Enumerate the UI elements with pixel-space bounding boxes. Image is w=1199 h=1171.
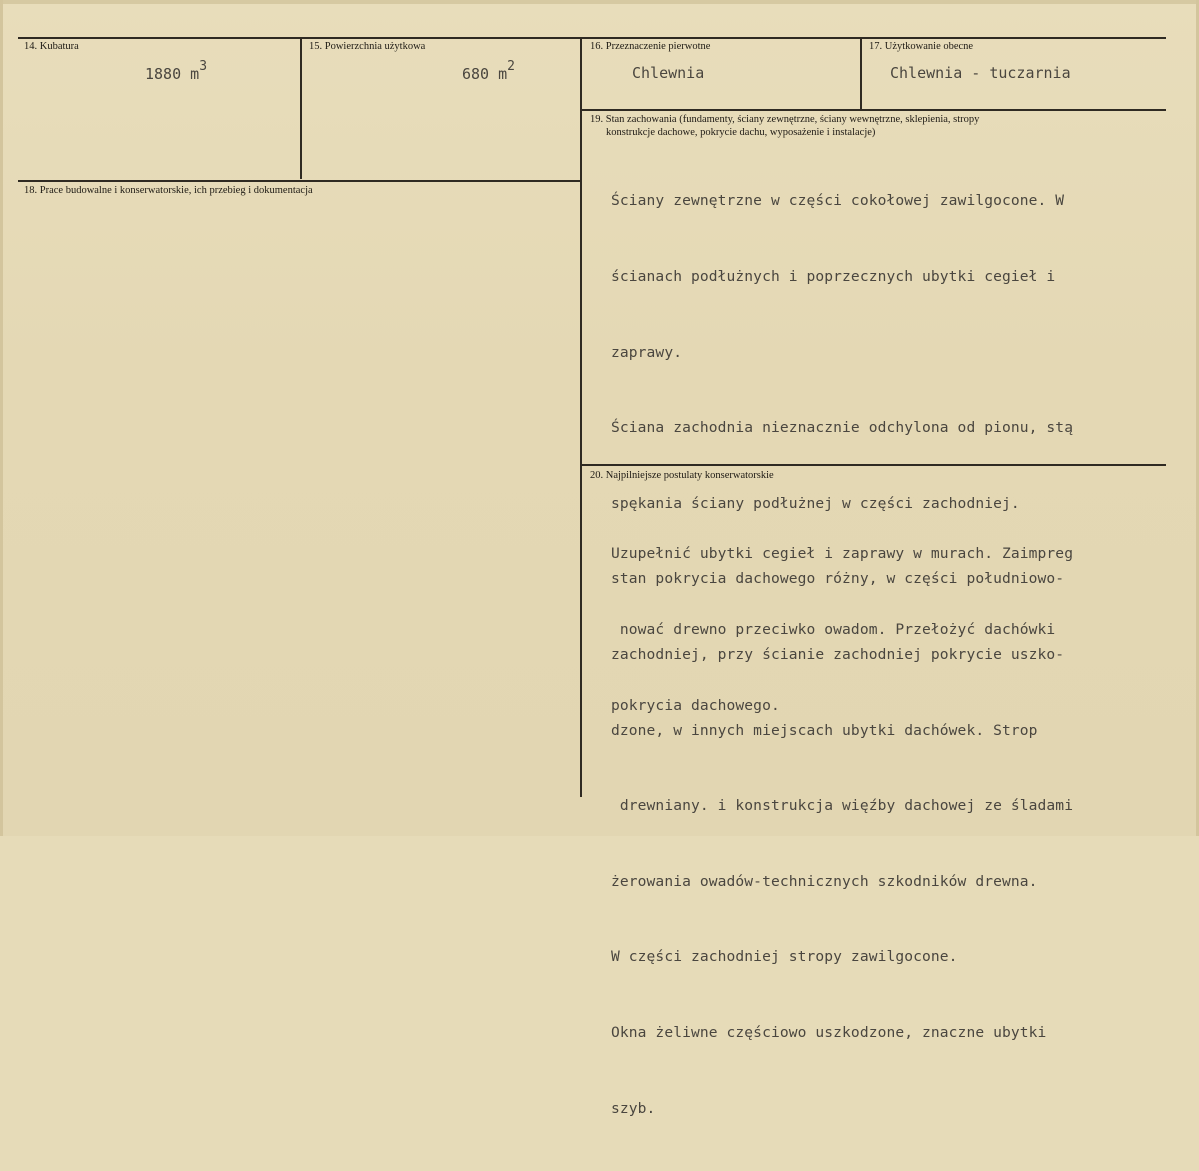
condition-line: szyb. (611, 1099, 656, 1117)
condition-line: Ściana zachodnia nieznacznie odchylona od pionu, stą (611, 419, 1074, 437)
card-top-edge (0, 0, 1199, 4)
postulate-line: nować drewno przeciwko owadom. Przełożyć dachówki (611, 621, 1056, 638)
field-17-label: 17. Użytkowanie obecne (869, 41, 974, 52)
field-14-unit-exponent: 3 (199, 59, 208, 74)
field-14-value (145, 59, 208, 83)
postulate-line: Uzupełnić ubytki cegieł i zaprawy w murach. Zaimpreg (611, 545, 1074, 563)
rule-under-16-17 (581, 109, 1166, 111)
field-15-label: 15. Powierzchnia użytkowa (309, 41, 426, 52)
field-17-value: Chlewnia - tuczarnia (890, 64, 1071, 82)
condition-line: dzone, w innych miejscach ubytki dachówek. Strop (611, 721, 1038, 739)
rule-under-14-15 (18, 180, 581, 182)
field-14-label: 14. Kubatura (24, 41, 79, 52)
field-18-label: 18. Prace budowalne i konserwatorskie, ich przebieg i dokumentacja (24, 185, 313, 196)
condition-line: Okna żeliwne częściowo uszkodzone, znaczne ubytki (611, 1023, 1047, 1041)
field-15-number: 680 m (462, 65, 508, 83)
divider-14-15 (300, 37, 302, 179)
center-divider (580, 37, 582, 797)
condition-line: drewniany. i konstrukcja więźby dachowej ze śladami (611, 797, 1074, 815)
condition-line: Ściany zewnętrzne w części cokołowej zawilgocone. W (611, 192, 1065, 210)
field-16-value: Chlewnia (632, 64, 705, 82)
field-15-unit-exponent: 2 (507, 59, 515, 74)
field-19-label-line-2: konstrukcje dachowe, pokrycie dachu, wyposażenie i instalacje) (606, 127, 876, 138)
condition-line: żerowania owadów-technicznych szkodników drewna. (611, 872, 1038, 890)
condition-line: spękania ściany podłużnej w części zachodniej. (611, 494, 1020, 512)
field-19-label-line-1: 19. Stan zachowania (fundamenty, ściany zewnętrzne, ściany wewnętrzne, sklepienia, stropy (590, 114, 980, 125)
condition-line: stan pokrycia dachowego różny, w części południowo- (611, 570, 1065, 588)
condition-line: zaprawy. (611, 343, 683, 361)
field-20-label: 20. Najpilniejsze postulaty konserwatorskie (590, 470, 774, 481)
divider-16-17 (860, 37, 862, 109)
condition-line: W części zachodniej stropy zawilgocone. (611, 948, 958, 966)
field-15-value (462, 59, 515, 83)
field-14-number: 1880 m (145, 65, 200, 83)
field-20-postulates-text (611, 491, 1073, 768)
postulate-line: pokrycia dachowego. (611, 696, 780, 714)
condition-line: zachodniej, przy ścianie zachodniej pokrycie uszko- (611, 645, 1065, 663)
condition-line: ścianach podłużnych i poprzecznych ubytki cegieł i (611, 268, 1056, 285)
field-16-label: 16. Przeznaczenie pierwotne (590, 41, 711, 52)
top-rule (18, 37, 1166, 39)
card-left-edge (0, 0, 3, 836)
